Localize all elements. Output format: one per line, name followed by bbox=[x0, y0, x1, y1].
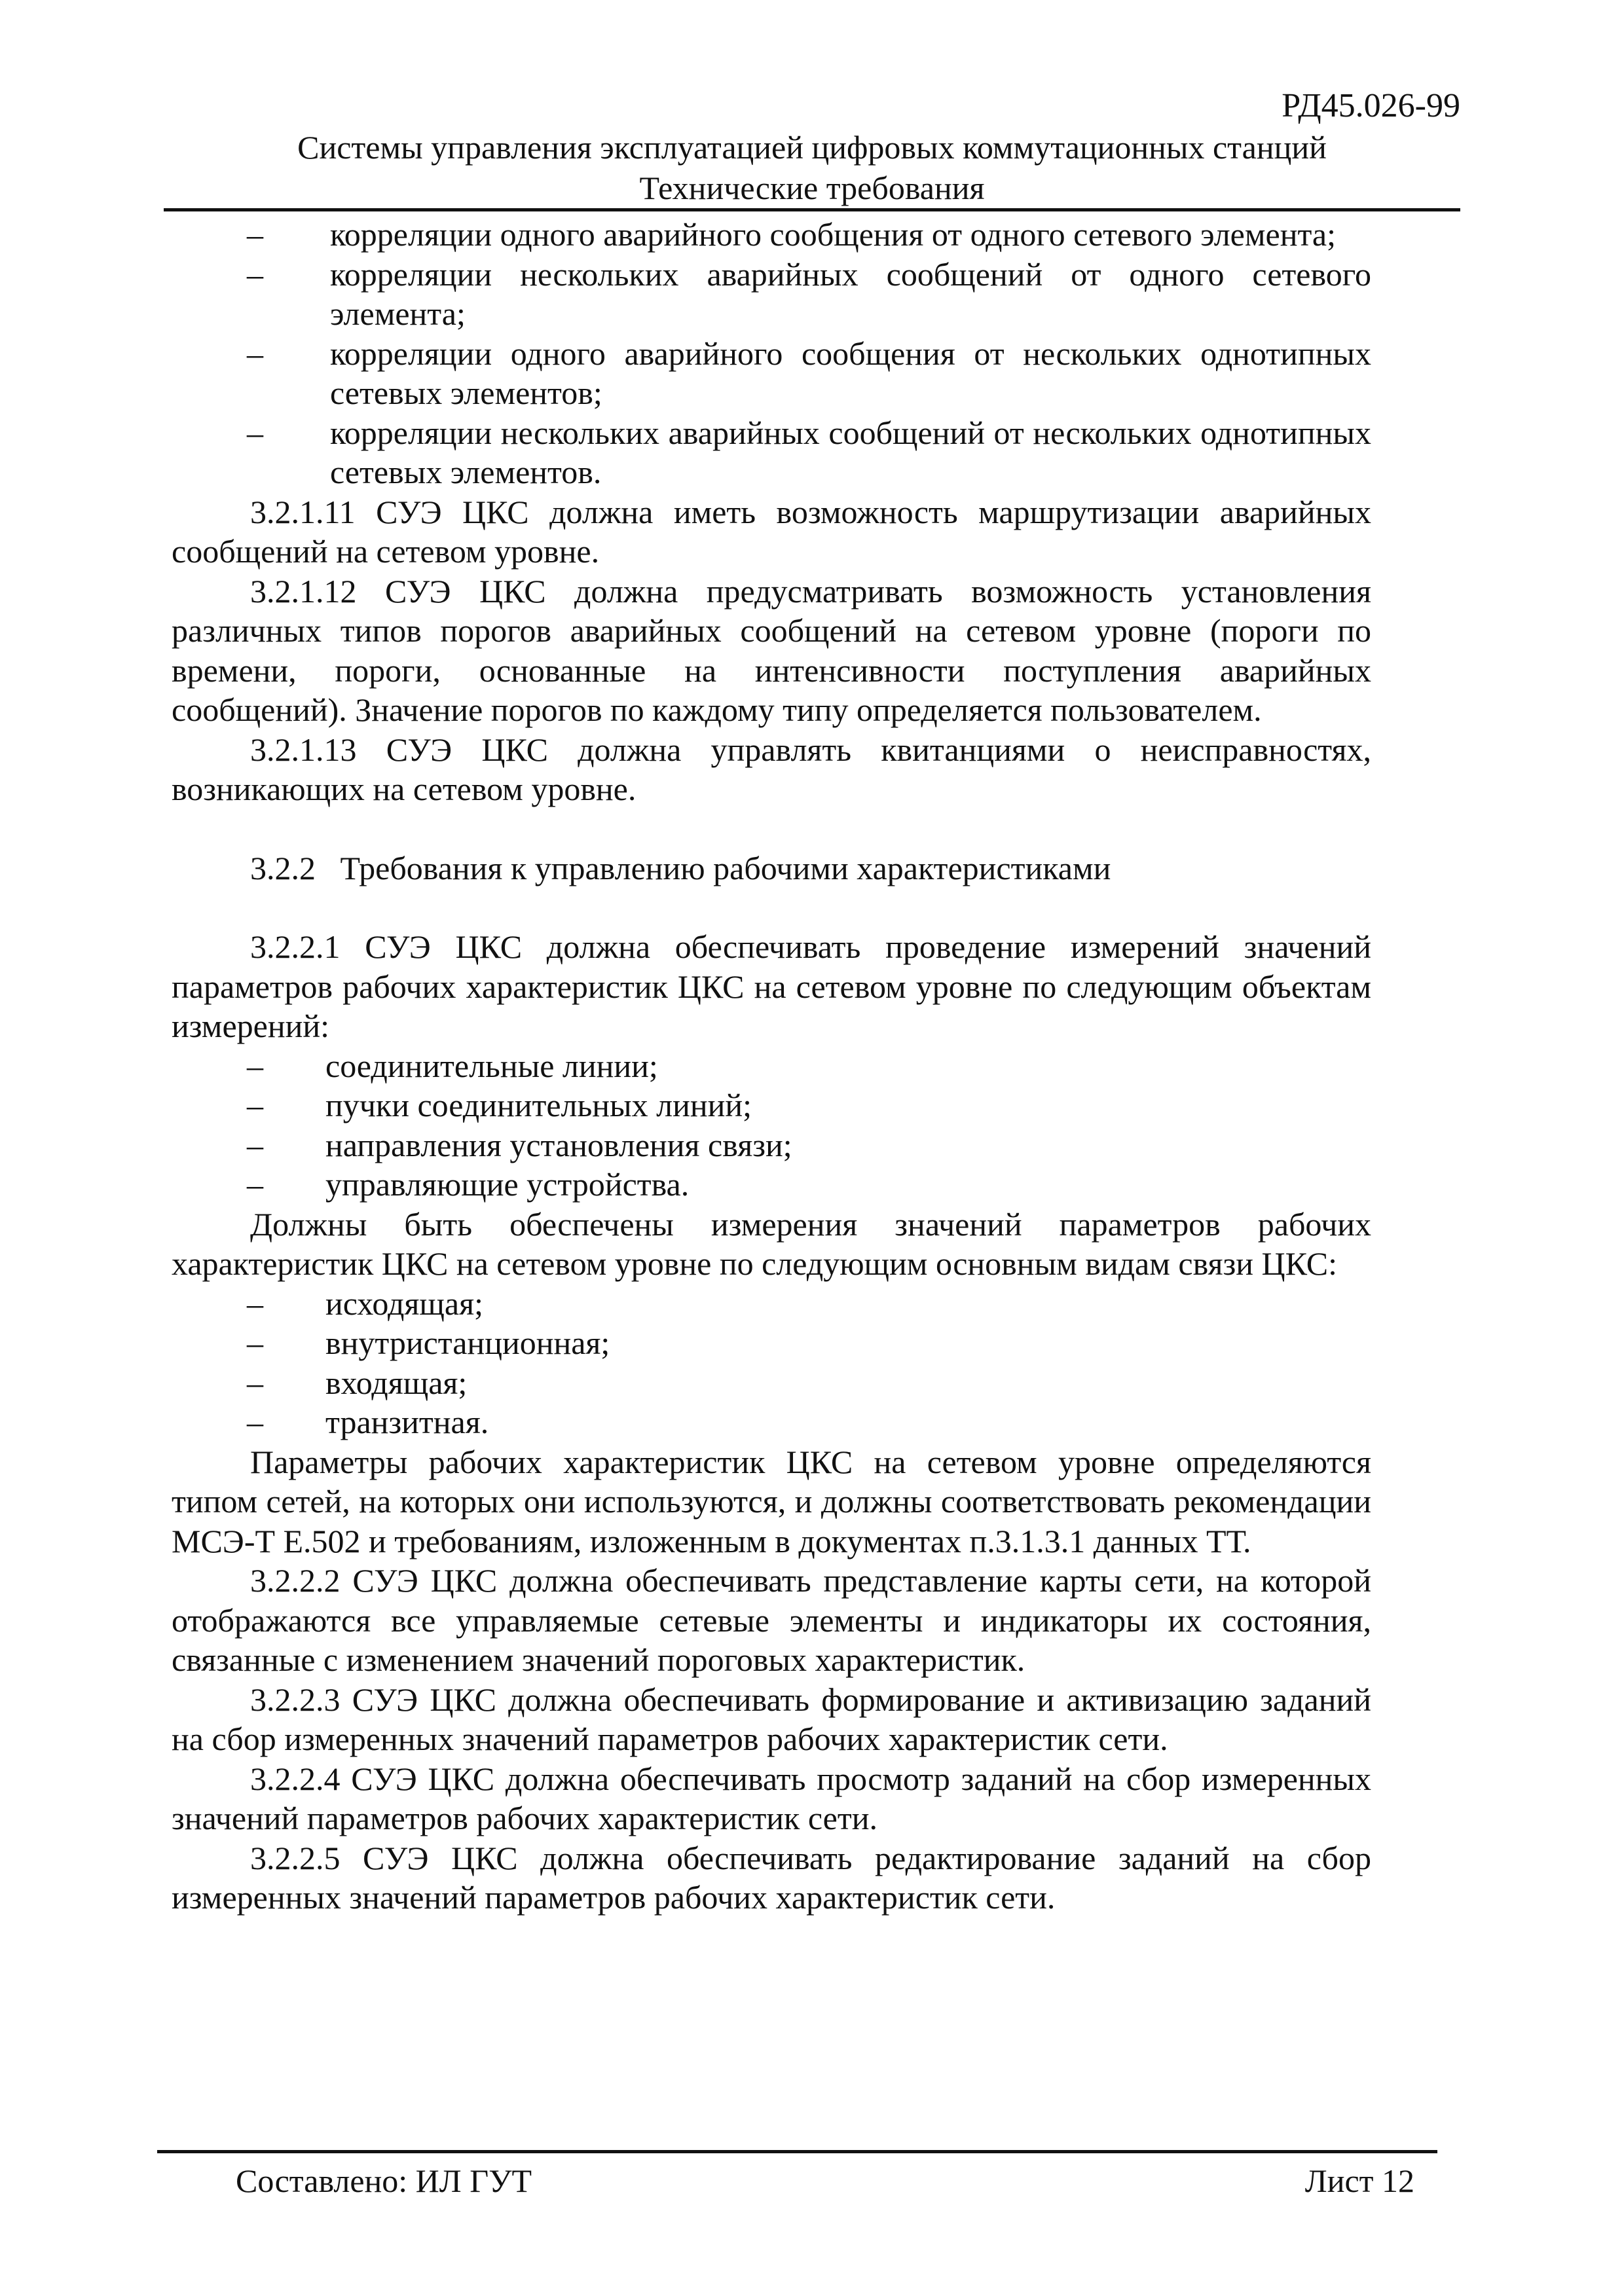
paragraph: 3.2.2.5 СУЭ ЦКС должна обеспечивать редактирование заданий на сбор измеренных значений параметров рабочих характеристик сети. bbox=[172, 1839, 1371, 1916]
list-item: – корреляции нескольких аварийных сообщений от нескольких однотипных сетевых элементов. bbox=[172, 413, 1371, 492]
compiled-by: Составлено: ИЛ ГУТ bbox=[236, 2162, 532, 2199]
paragraph: 3.2.2.3 СУЭ ЦКС должна обеспечивать формирование и активизацию заданий на сбор измеренных значений параметров рабочих характеристик сети. bbox=[172, 1681, 1371, 1757]
paragraph: 3.2.2.4 СУЭ ЦКС должна обеспечивать просмотр заданий на сбор измеренных значений параметров рабочих характеристик сети. bbox=[172, 1760, 1371, 1836]
paragraph: 3.2.2.1 СУЭ ЦКС должна обеспечивать проведение измерений значений параметров рабочих характеристик ЦКС на сетевом уровне по следующим объектам измерений: bbox=[172, 928, 1371, 1044]
list-item: – корреляции одного аварийного сообщения от нескольких однотипных сетевых элементов; bbox=[172, 334, 1371, 413]
list-item: – корреляции одного аварийного сообщения от одного сетевого элемента; bbox=[172, 215, 1371, 255]
paragraph: 3.2.1.12 СУЭ ЦКС должна предусматривать возможность установления различных типов порогов аварийных сообщений на сетевом уровне (пороги по времени, пороги, основанные на интенсивности поступления аварийных сообщений). Значение порогов по каждому типу определяется пользователем. bbox=[172, 572, 1371, 728]
paragraph: Параметры рабочих характеристик ЦКС на сетевом уровне определяются типом сетей, на которых они используются, и должны соответствовать рекомендации МСЭ-Т Е.502 и требованиям, изложенным в документах п.3.1.3.1 данных ТТ. bbox=[172, 1443, 1371, 1559]
document-title: Системы управления эксплуатацией цифровых коммутационных станций bbox=[297, 129, 1327, 166]
paragraph: 3.2.1.11 СУЭ ЦКС должна иметь возможность маршрутизации аварийных сообщений на сетевом уровне. bbox=[172, 493, 1371, 570]
list-item: – управляющие устройства. bbox=[172, 1165, 1371, 1205]
document-body bbox=[172, 215, 1371, 1918]
document-subtitle: Технические требования bbox=[639, 170, 985, 206]
section-heading: 3.2.2 Требования к управлению рабочими характеристиками bbox=[250, 849, 1111, 886]
list-item: – соединительные линии; bbox=[172, 1046, 1371, 1086]
document-code: РД45.026-99 bbox=[1282, 87, 1460, 124]
list-item: – исходящая; bbox=[172, 1284, 1371, 1324]
page-header bbox=[164, 85, 1460, 208]
paragraph: 3.2.2.2 СУЭ ЦКС должна обеспечивать представление карты сети, на которой отображаются все управляемые сетевые элементы и индикаторы их состояния, связанные с изменением значений пороговых характеристик. bbox=[172, 1562, 1371, 1678]
paragraph: 3.2.1.13 СУЭ ЦКС должна управлять квитанциями о неисправностях, возникающих на сетевом уровне. bbox=[172, 731, 1371, 807]
list-item: – корреляции нескольких аварийных сообщений от одного сетевого элемента; bbox=[172, 255, 1371, 334]
sheet-number: Лист 12 bbox=[1304, 2162, 1414, 2199]
header-divider bbox=[164, 208, 1460, 211]
list-item: – пучки соединительных линий; bbox=[172, 1085, 1371, 1125]
footer-divider bbox=[157, 2150, 1437, 2153]
list-item: – входящая; bbox=[172, 1363, 1371, 1403]
list-item: – внутристанционная; bbox=[172, 1323, 1371, 1363]
list-item: – транзитная. bbox=[172, 1402, 1371, 1442]
list-item: – направления установления связи; bbox=[172, 1125, 1371, 1165]
paragraph: Должны быть обеспечены измерения значений параметров рабочих характеристик ЦКС на сетевом уровне по следующим основным видам связи ЦКС: bbox=[172, 1205, 1371, 1282]
